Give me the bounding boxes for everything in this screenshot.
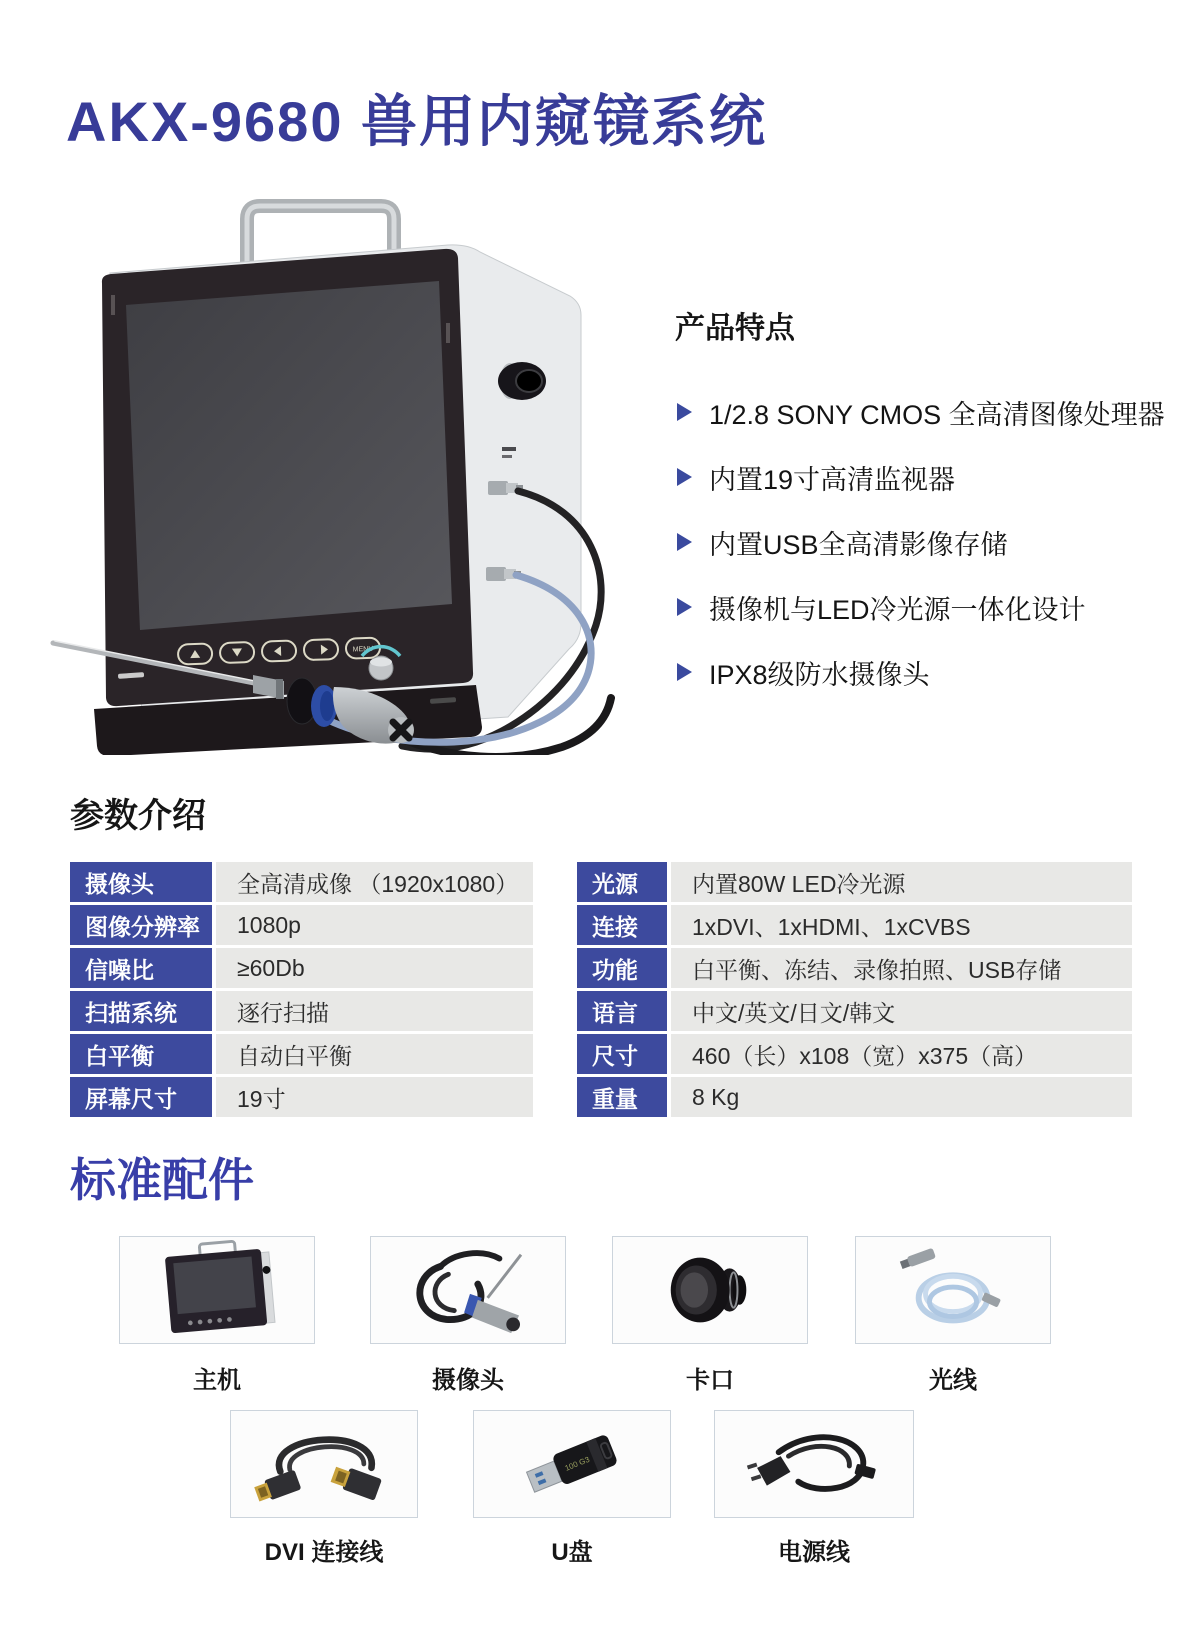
spec-label: 屏幕尺寸: [70, 1077, 212, 1117]
spec-value: 460（长）x108（宽）x375（高）: [671, 1034, 1132, 1074]
accessories-heading: 标准配件: [70, 1154, 254, 1206]
spec-row: [577, 905, 1132, 945]
bullet-triangle-icon: [677, 663, 692, 681]
spec-label: 扫描系统: [70, 991, 212, 1031]
spec-row: [70, 991, 533, 1031]
camera-head-icon: [371, 1237, 565, 1343]
spec-row: [577, 1077, 1132, 1117]
feature-item: [677, 592, 1157, 625]
device-screen: [126, 281, 452, 630]
spec-label: 摄像头: [70, 862, 212, 902]
spec-label: 重量: [577, 1077, 667, 1117]
spec-value: 1080p: [216, 905, 533, 945]
light-guide-cable-icon: [856, 1237, 1050, 1343]
feature-list: [677, 397, 1165, 722]
spec-value: 自动白平衡: [216, 1034, 533, 1074]
power-cable-icon: [715, 1411, 913, 1517]
spec-row: [70, 1077, 533, 1117]
accessory-label: U盘: [551, 1539, 593, 1566]
feature-text: 内置19寸高清监视器: [709, 464, 956, 495]
spec-label: 图像分辨率: [70, 905, 212, 945]
feature-text: 内置USB全高清影像存储: [709, 529, 1008, 560]
accessory-label: DVI 连接线: [264, 1539, 384, 1566]
spec-row: [70, 862, 533, 902]
accessory-label: 卡口: [686, 1367, 734, 1394]
spec-label: 光源: [577, 862, 667, 902]
spec-label: 语言: [577, 991, 667, 1031]
dvi-cable-icon: [231, 1411, 417, 1517]
bullet-triangle-icon: [677, 403, 692, 421]
spec-label: 功能: [577, 948, 667, 988]
bullet-triangle-icon: [677, 468, 692, 486]
spec-table-left: [70, 862, 533, 1120]
spec-value: ≥60Db: [216, 948, 533, 988]
coupler-mount-icon: [613, 1237, 807, 1343]
svg-text:MENU: MENU: [352, 645, 374, 654]
spec-value: 白平衡、冻结、录像拍照、USB存储: [671, 948, 1132, 988]
accessory-label: 摄像头: [432, 1367, 504, 1394]
page-title: AKX-9680 兽用内窥镜系统: [66, 90, 768, 153]
product-photo: [50, 195, 650, 755]
accessory-usb-drive: [473, 1410, 671, 1518]
accessory-main-unit: [119, 1236, 315, 1344]
feature-item: [677, 397, 1165, 430]
spec-value: 中文/英文/日文/韩文: [671, 991, 1132, 1031]
feature-item: [677, 657, 1157, 690]
spec-label: 连接: [577, 905, 667, 945]
spec-value: 1xDVI、1xHDMI、1xCVBS: [671, 905, 1132, 945]
spec-row: [70, 948, 533, 988]
specs-heading: 参数介绍: [70, 797, 206, 835]
bezel-slit: [111, 295, 115, 315]
accessory-camera-head: [370, 1236, 566, 1344]
spec-table-right: [577, 862, 1132, 1120]
spec-row: [70, 1034, 533, 1074]
spec-value: 内置80W LED冷光源: [671, 862, 1132, 902]
accessory-coupler: [612, 1236, 808, 1344]
feature-text: 摄像机与LED冷光源一体化设计: [709, 594, 1086, 625]
spec-row: [577, 948, 1132, 988]
accessory-label: 主机: [193, 1367, 241, 1394]
spec-value: 逐行扫描: [216, 991, 533, 1031]
accessory-power-cable: [714, 1410, 914, 1518]
feature-item: [677, 462, 1157, 495]
spec-label: 尺寸: [577, 1034, 667, 1074]
feature-text: 1/2.8 SONY CMOS 全高清图像处理器: [709, 399, 1165, 430]
accessory-label: 光线: [929, 1367, 977, 1394]
bullet-triangle-icon: [677, 533, 692, 551]
features-heading: 产品特点: [675, 312, 795, 345]
spec-value: 全高清成像 （1920x1080）: [216, 862, 533, 902]
spec-row: [577, 1034, 1132, 1074]
accessory-light-cable: [855, 1236, 1051, 1344]
spec-label: 信噪比: [70, 948, 212, 988]
spec-row: [577, 991, 1132, 1031]
spec-value: 19寸: [216, 1077, 533, 1117]
spec-label: 白平衡: [70, 1034, 212, 1074]
spec-value: 8 Kg: [671, 1077, 1132, 1117]
main-unit-icon: [120, 1237, 314, 1343]
accessory-dvi-cable: [230, 1410, 418, 1518]
usb-flash-drive-icon: [474, 1411, 670, 1517]
feature-item: [677, 527, 1157, 560]
bezel-slit: [446, 323, 450, 343]
svg-text:100 G3: 100 G3: [563, 1454, 591, 1473]
spec-row: [70, 905, 533, 945]
accessory-label: 电源线: [778, 1539, 850, 1566]
bullet-triangle-icon: [677, 598, 692, 616]
feature-text: IPX8级防水摄像头: [709, 659, 930, 690]
spec-row: [577, 862, 1132, 902]
